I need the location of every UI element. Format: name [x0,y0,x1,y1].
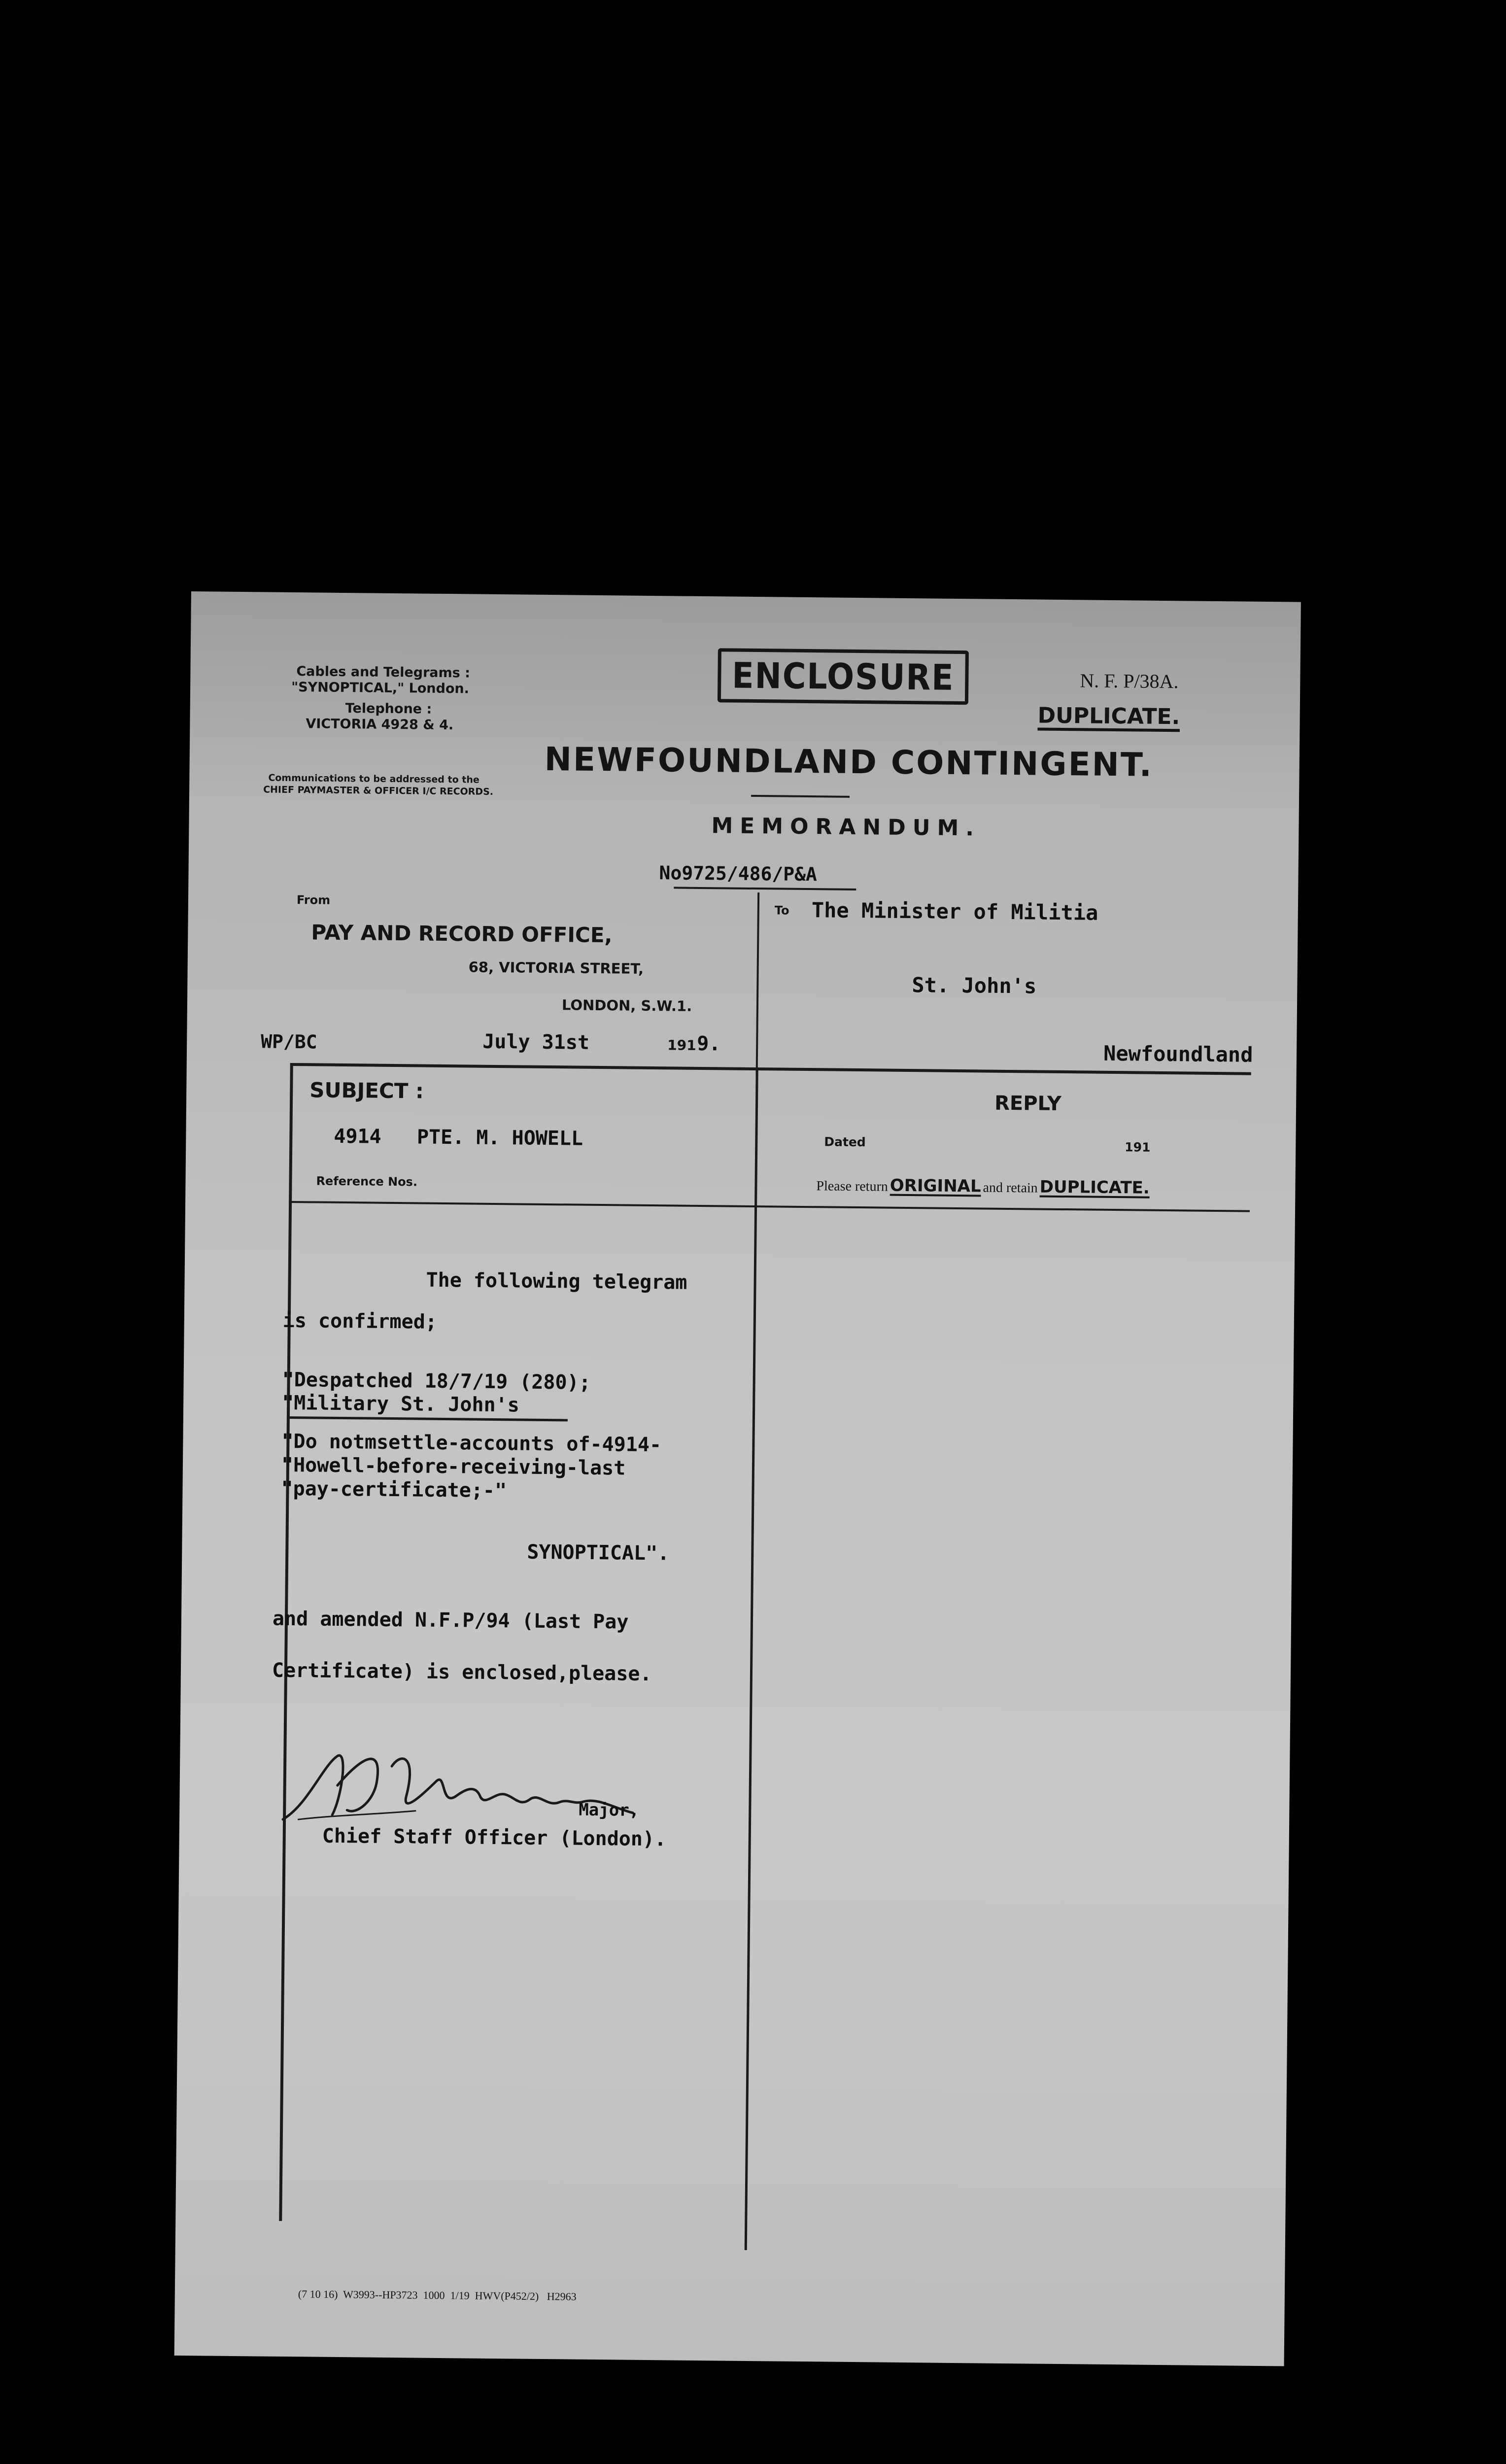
document-title: NEWFOUNDLAND CONTINGENT. [544,740,1154,784]
return-duplicate: DUPLICATE. [1039,1177,1150,1198]
body-line-5: "Do notmsettle-accounts of-4914- [281,1430,662,1457]
duplicate-label: DUPLICATE. [1037,703,1180,730]
body-line-3: "Despatched 18/7/19 (280); [282,1368,591,1394]
body-line-7: "pay-certificate;-" [281,1477,507,1503]
to-recipient: The Minister of Militia [811,898,1098,925]
body-line-6: "Howell-before-receiving-last [281,1453,626,1480]
to-country: Newfoundland [1103,1041,1253,1067]
return-text-b: and retain [983,1180,1038,1196]
body-line-1: The following telegram [426,1268,687,1294]
from-initials: WP/BC [261,1030,317,1053]
telephone-label: Telephone : [345,701,432,717]
memorandum-heading: MEMORANDUM. [711,813,981,841]
title-rule [751,795,850,798]
body-line-9: and amended N.F.P/94 (Last Pay [272,1607,629,1634]
cables-value: "SYNOPTICAL," London. [291,679,470,697]
communications-note [263,772,493,797]
cables-block [291,664,470,733]
center-divider [745,1067,758,2250]
cables-label: Cables and Telegrams : [296,664,471,681]
dated-label: Dated [824,1134,866,1150]
communications-line-2: CHIEF PAYMASTER & OFFICER I/C RECORDS. [263,784,494,797]
from-city: LONDON, S.W.1. [561,996,692,1015]
body-line-8: SYNOPTICAL". [527,1540,670,1565]
year-suffix: 9. [697,1032,721,1056]
telephone-value: VICTORIA 4928 & 4. [306,716,454,733]
from-office: PAY AND RECORD OFFICE, [311,920,613,948]
body-line-10: Certificate) is enclosed,please. [272,1659,652,1686]
from-label: From [296,893,331,907]
return-instruction [816,1175,1150,1198]
reference-number: No9725/486/P&A [659,862,818,886]
return-original: ORIGINAL [890,1175,981,1197]
telegram-rule [287,1416,568,1421]
subject-bottom-rule [289,1201,1250,1212]
body-line-2: is confirmed; [282,1309,438,1334]
memorandum-document [174,591,1301,2366]
reply-label: REPLY [994,1092,1061,1115]
reference-nos-label: Reference Nos. [316,1174,418,1189]
reference-underline [674,887,856,890]
signatory-title: Chief Staff Officer (London). [322,1824,667,1851]
header-divider [755,892,759,1090]
subject-label: SUBJECT : [309,1078,424,1103]
to-label: To [774,903,789,918]
letter-date: July 31st [482,1030,590,1054]
signatory-rank: Major, [579,1800,640,1820]
communications-line-1: Communications to be addressed to the [268,772,479,786]
subject-value: 4914 PTE. M. HOWELL [334,1125,583,1150]
body-line-4: "Military St. John's [281,1391,520,1417]
from-street: 68, VICTORIA STREET, [468,958,644,977]
reply-year: 191 [1125,1140,1151,1155]
print-code: (7 10 16) W3993--HP3723 1000 1/19 HWV(P452/2) H2963 [298,2288,577,2303]
form-number: N. F. P/38A. [1080,669,1179,693]
enclosure-stamp: ENCLOSURE [718,648,969,705]
return-text-a: Please return [816,1178,889,1195]
left-margin-rule [279,1063,293,2221]
year-prefix: 191 [667,1037,696,1054]
to-city: St. John's [912,973,1037,998]
